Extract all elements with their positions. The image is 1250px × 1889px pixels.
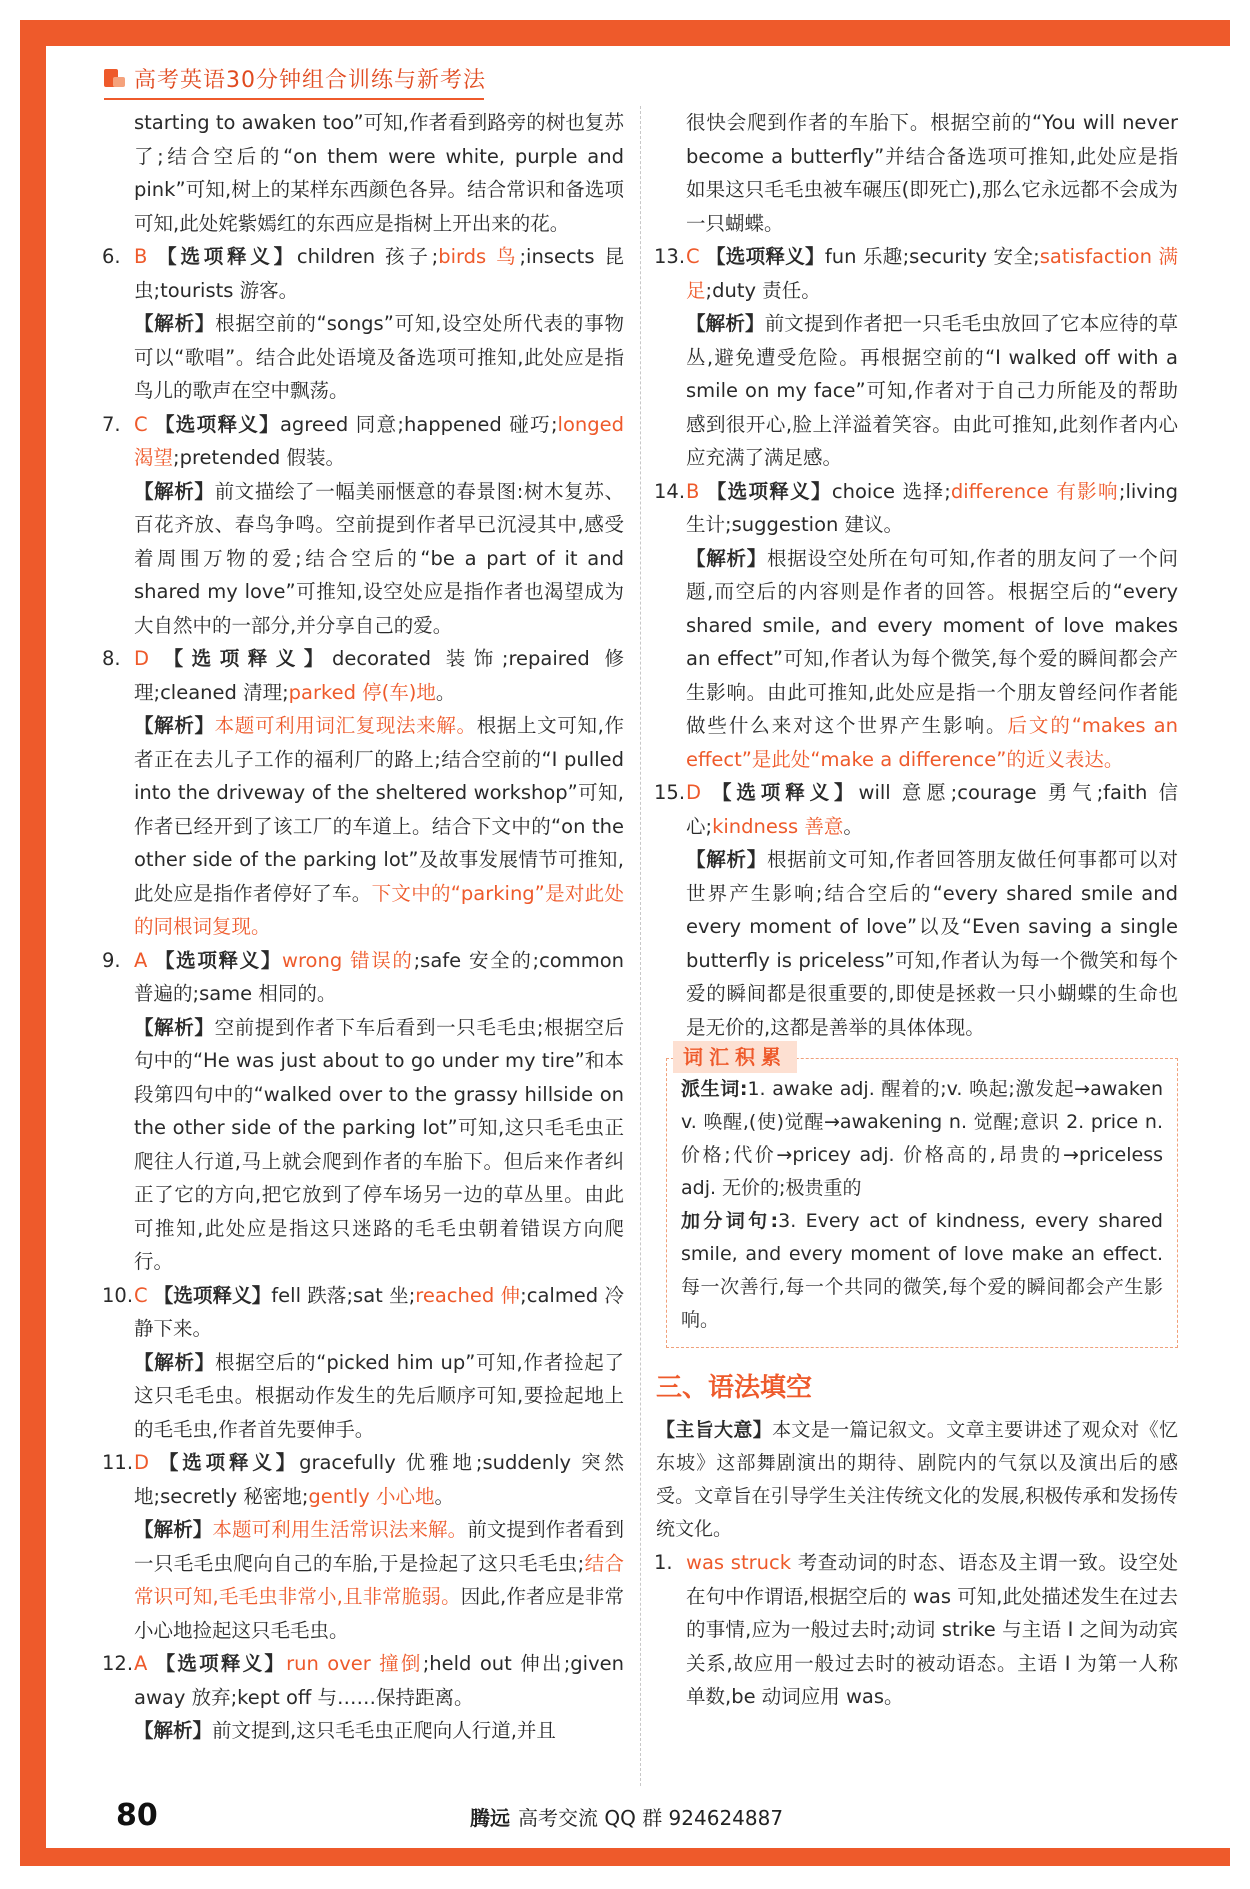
question-13: 13. C 【选项释义】fun 乐趣;security 安全;satisfaction 满足;duty 责任。 【解析】前文提到作者把一只毛毛虫放回了它本应待的草丛,避免遭受危险。再根据空前的“I walked off with a smile on my face”可知,作者对于自己力所能及的帮助感到很开心,脸上洋溢着笑容。由此可推知,此刻作者内心应充满了满足感。 [654, 245, 1178, 469]
footer-info: 腾远 高考交流 QQ 群 924624887 [470, 1806, 784, 1830]
page-number: 80 [116, 1798, 158, 1833]
question-10: 10. C 【选项释义】fell 跌落;sat 坐;reached 伸;calmed 冷静下来。 【解析】根据空后的“picked him up”可知,作者捡起了这只毛毛虫。根据动作发生的先后顺序可知,要捡起地上的毛毛虫,作者首先要伸手。 [102, 1283, 624, 1441]
page-header [104, 58, 486, 98]
header-underline [104, 98, 484, 100]
question-11: 11. D 【选项释义】gracefully 优雅地;suddenly 突然地;secretly 秘密地;gently 小心地。 【解析】本题可利用生活常识法来解。前文提到作者看到一只毛毛虫爬向自己的车胎,于是捡起了这只毛毛虫;结合常识可知,毛毛虫非常小,且非常脆弱。因此,作者应是非常小心地捡起这只毛毛虫。 [102, 1451, 624, 1642]
answer: A [134, 1652, 148, 1675]
question-6: 6. B 【选项释义】children 孩子;birds 鸟;insects 昆虫;tourists 游客。 【解析】根据空前的“songs”可知,设空处所代表的事物可以“歌唱”。结合此处语境及备选项可推知,此处应是指鸟儿的歌声在空中飘荡。 [102, 245, 624, 402]
question-15: 15. D 【选项释义】will 意愿;courage 勇气;faith 信心;kindness 善意。 【解析】根据前文可知,作者回答朋友做任何事都可以对世界产生影响;结合空后的“every shared smile and every moment of love”以及“Even saving a single butterfly is priceless”可知,作者认为每一个微笑和每个爱的瞬间都是很重要的,即使是拯救一只小蝴蝶的生命也是无价的,这都是善举的具体体现。 [654, 781, 1178, 1039]
answer: D [686, 781, 702, 804]
page-frame-top [20, 20, 1230, 46]
right-column [656, 106, 1178, 1714]
page-frame-bottom [20, 1848, 1230, 1866]
question-9: 9. A 【选项释义】wrong 错误的;safe 安全的;common 普遍的;same 相同的。 【解析】空前提到作者下车后看到一只毛毛虫;根据空后句中的“He was just about to go under my tire”和本段第四句中的“walked over to the grassy hillside on the other side of the parking lot”可知,这只毛毛虫正爬往人行道,马上就会爬到作者的车胎下。但后来作者纠正了它的方向,把它放到了停车场另一边的草丛里。由此可推知,此处应是指这只迷路的毛毛虫朝着错误方向爬行。 [102, 948, 624, 1273]
grammar-question-1: 1. was struck 考查动词的时态、语态及主谓一致。设空处在句中作谓语,根据空后的 was 可知,此处描述发生在过去的事情,应为一般过去时;动词 strike 与主语 I 之间为动宾关系,故应用一般过去时的被动语态。主语 I 为第一人称单数,be 动词应用 was。 [654, 1551, 1178, 1708]
question-14: 14. B 【选项释义】choice 选择;difference 有影响;living 生计;suggestion 建议。 【解析】根据设空处所在句可知,作者的朋友问了一个问题,而空后的内容则是作者的回答。根据空后的“every shared smile, and every moment of love makes an effect”可知,作者认为每个微笑,每个爱的瞬间都会产生影响。由此可推知,此处应是指一个朋友曾经问作者能做些什么来对这个世界产生影响。后文的“makes an effect”是此处“make a difference”的近义表达。 [654, 479, 1178, 771]
answer: D [134, 1451, 150, 1474]
frame-corner [46, 46, 106, 106]
page-frame-left [20, 20, 46, 1865]
question-8: 8. D 【选项释义】decorated 装饰;repaired 修理;cleaned 清理;parked 停(车)地。 【解析】本题可利用词汇复现法来解。根据上文可知,作者正在去儿子工作的福利厂的路上;结合空前的“I pulled into the driveway of the sheltered workshop”可知,作者已经开到了该工厂的车道上。结合下文中的“on the other side of the parking lot”及故事发展情节可推知,此处应是指作者停好了车。下文中的“parking”是对此处的同根词复现。 [102, 647, 624, 938]
brand-logo: 腾远 [470, 1806, 510, 1830]
answer: C [134, 1283, 148, 1307]
section-title: 三、语法填空 [656, 1373, 813, 1403]
left-column [104, 106, 624, 1748]
question-12: 12. A 【选项释义】run over 撞倒;held out 伸出;given away 放弃;kept off 与……保持距离。 【解析】前文提到,这只毛毛虫正爬向人行道,并且 [102, 1652, 624, 1742]
answer: A [134, 948, 148, 972]
book-icon [104, 67, 126, 89]
answer: C [134, 412, 148, 436]
answer: B [686, 479, 700, 503]
column-divider [640, 106, 641, 1786]
answer: B [134, 245, 148, 268]
answer: C [686, 245, 700, 268]
answer: D [134, 647, 150, 670]
vocabulary-title: 词汇积累 [673, 1041, 797, 1073]
answer: was struck [686, 1551, 791, 1574]
continued-paragraph: starting to awaken too”可知,作者看到路旁的树也复苏了;结合空后的“on them were white, purple and pink”可知,树上的某样东西颜色各异。结合常识和备选项可知,此处姹紫嫣红的东西应是指树上开出来的花。 [134, 111, 624, 235]
continued-paragraph: 很快会爬到作者的车胎下。根据空前的“You will never become a butterfly”并结合备选项可推知,此处应是指如果这只毛毛虫被车碾压(即死亡),那么它永远都不会成为一只蝴蝶。 [686, 111, 1178, 235]
summary-paragraph: 【主旨大意】本文是一篇记叙文。文章主要讲述了观众对《忆东坡》这部舞剧演出的期待、剧院内的气氛以及演出后的感受。文章旨在引导学生关注传统文化的发展,积极传承和发扬传统文化。 [656, 1419, 1178, 1540]
header-title: 高考英语30分钟组合训练与新考法 [134, 67, 486, 93]
question-7: 7. C 【选项释义】agreed 同意;happened 碰巧;longed 渴望;pretended 假装。 【解析】前文描绘了一幅美丽惬意的春景图:树木复苏、百花齐放、春鸟争鸣。空前提到作者早已沉浸其中,感受着周围万物的爱;结合空后的“be a part of it and shared my love”可推知,设空处应是指作者也渴望成为大自然中的一部分,并分享自己的爱。 [102, 412, 624, 637]
vocabulary-box: 词汇积累 派生词:1. awake adj. 醒着的;v. 唤起;激发起→awaken v. 唤醒,(使)觉醒→awakening n. 觉醒;意识 2. price n. 价格;代价→pricey adj. 价格高的,昂贵的→priceless adj. 无价的;极贵重的 加分词句:3. Every act of kindness, every shared smile, and every moment of love make an effect. 每一次善行,每一个共同的微笑,每个爱的瞬间都会产生影响。 [666, 1058, 1178, 1348]
